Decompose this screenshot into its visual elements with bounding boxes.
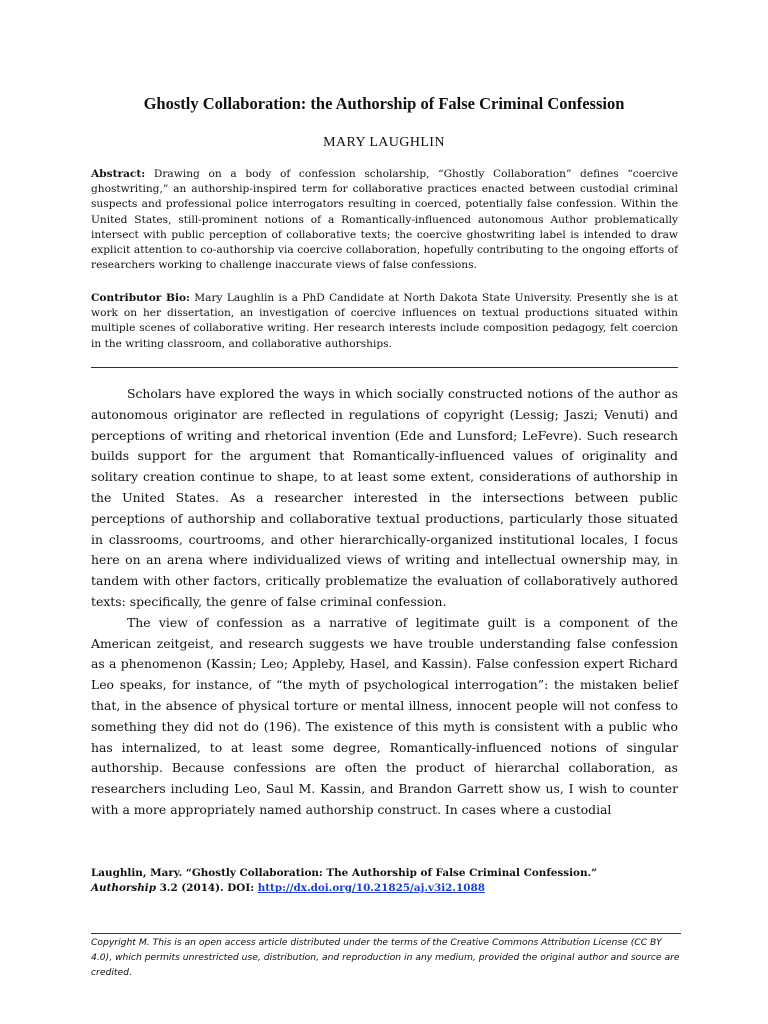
bio-text: Mary Laughlin is a PhD Candidate at North Dakota State University. Presently she is at work on her dissertation, an investigation of coercive influences on textual productions situated within multiple scenes of collaborative writing. Her research interests include composition pedagogy, felt coercion in the writing classroom, and collaborative authorships. [91, 292, 678, 350]
body-paragraph: The view of confession as a narrative of legitimate guilt is a component of the American zeitgeist, and research suggests we have trouble understanding false confession as a phenomenon (Kassin; Leo; Appleby, Hasel, and Kassin). False confession expert Richard Leo speaks, for instance, of “the myth of psychological interrogation”: the mistaken belief that, in the absence of physical torture or mental illness, innocent people will not confess to something they did not do (196). The existence of this myth is consistent with a public who has internalized, to at least some degree, Romantically-influenced notions of singular authorship. Because confessions are often the product of hierarchal collaboration, as researchers including Leo, Saul M. Kassin, and Brandon Garrett show us, I wish to counter with a more appropriately named authorship construct. In cases where a custodial [91, 614, 678, 817]
body-text [91, 384, 678, 821]
license-notice: Copyright M. This is an open access article distributed under the terms of the Creative Commons Attribution License (CC BY 4.0), which permits unrestricted use, distribution, and reproduction in any medium, provided the original author and source are credited. [91, 933, 681, 980]
doi-link[interactable]: http://dx.doi.org/10.21825/aj.v3i2.1088 [257, 882, 485, 894]
abstract-text: Drawing on a body of confession scholarship, “Ghostly Collaboration” defines “coercive ghostwriting,” an authorship-inspired term for collaborative practices enacted between custodial criminal suspects and professional police interrogators resulting in coerced, potentially false confession. Within the United States, still-prominent notions of a Romantically-influenced autonomous Author problematically intersect with public perception of collaborative texts; the coercive ghostwriting label is intended to draw explicit attention to co-authorship via coercive collaboration, hopefully contributing to the ongoing efforts of researchers working to challenge inaccurate views of false confessions. [91, 168, 679, 272]
citation [91, 866, 691, 896]
citation-issue: 3.2 (2014). DOI: [156, 882, 258, 894]
journal-name: Authorship [91, 882, 156, 894]
paper-title: Ghostly Collaboration: the Authorship of False Criminal Confession [143, 94, 625, 113]
author-name: MARY LAUGHLIN [323, 135, 445, 150]
body-paragraph: Scholars have explored the ways in which socially constructed notions of the author as autonomous originator are reflected in regulations of copyright (Lessig; Jaszi; Venuti) and perceptions of writing and rhetorical invention (Ede and Lunsford; LeFevre). Such research builds support for the argument that Romantically-influenced values of originality and solitary creation continue to shape, to at least some extent, considerations of authorship in the United States. As a researcher interested in the intersections between public perceptions of authorship and collaborative textual productions, particularly those situated in classrooms, courtrooms, and other hierarchically-organized institutional locales, I focus here on an arena where individualized views of writing and intellectual ownership may, in tandem with other factors, critically problematize the evaluation of collaboratively authored texts: specifically, the genre of false criminal confession. [91, 386, 678, 609]
bio-label: Contributor Bio: [91, 292, 190, 304]
citation-source [91, 881, 691, 896]
abstract-label: Abstract: [91, 168, 146, 180]
abstract [91, 167, 678, 273]
section-divider [91, 367, 678, 368]
citation-line: Laughlin, Mary. “Ghostly Collaboration: The Authorship of False Criminal Confession.” [91, 867, 598, 879]
contributor-bio [91, 291, 678, 352]
